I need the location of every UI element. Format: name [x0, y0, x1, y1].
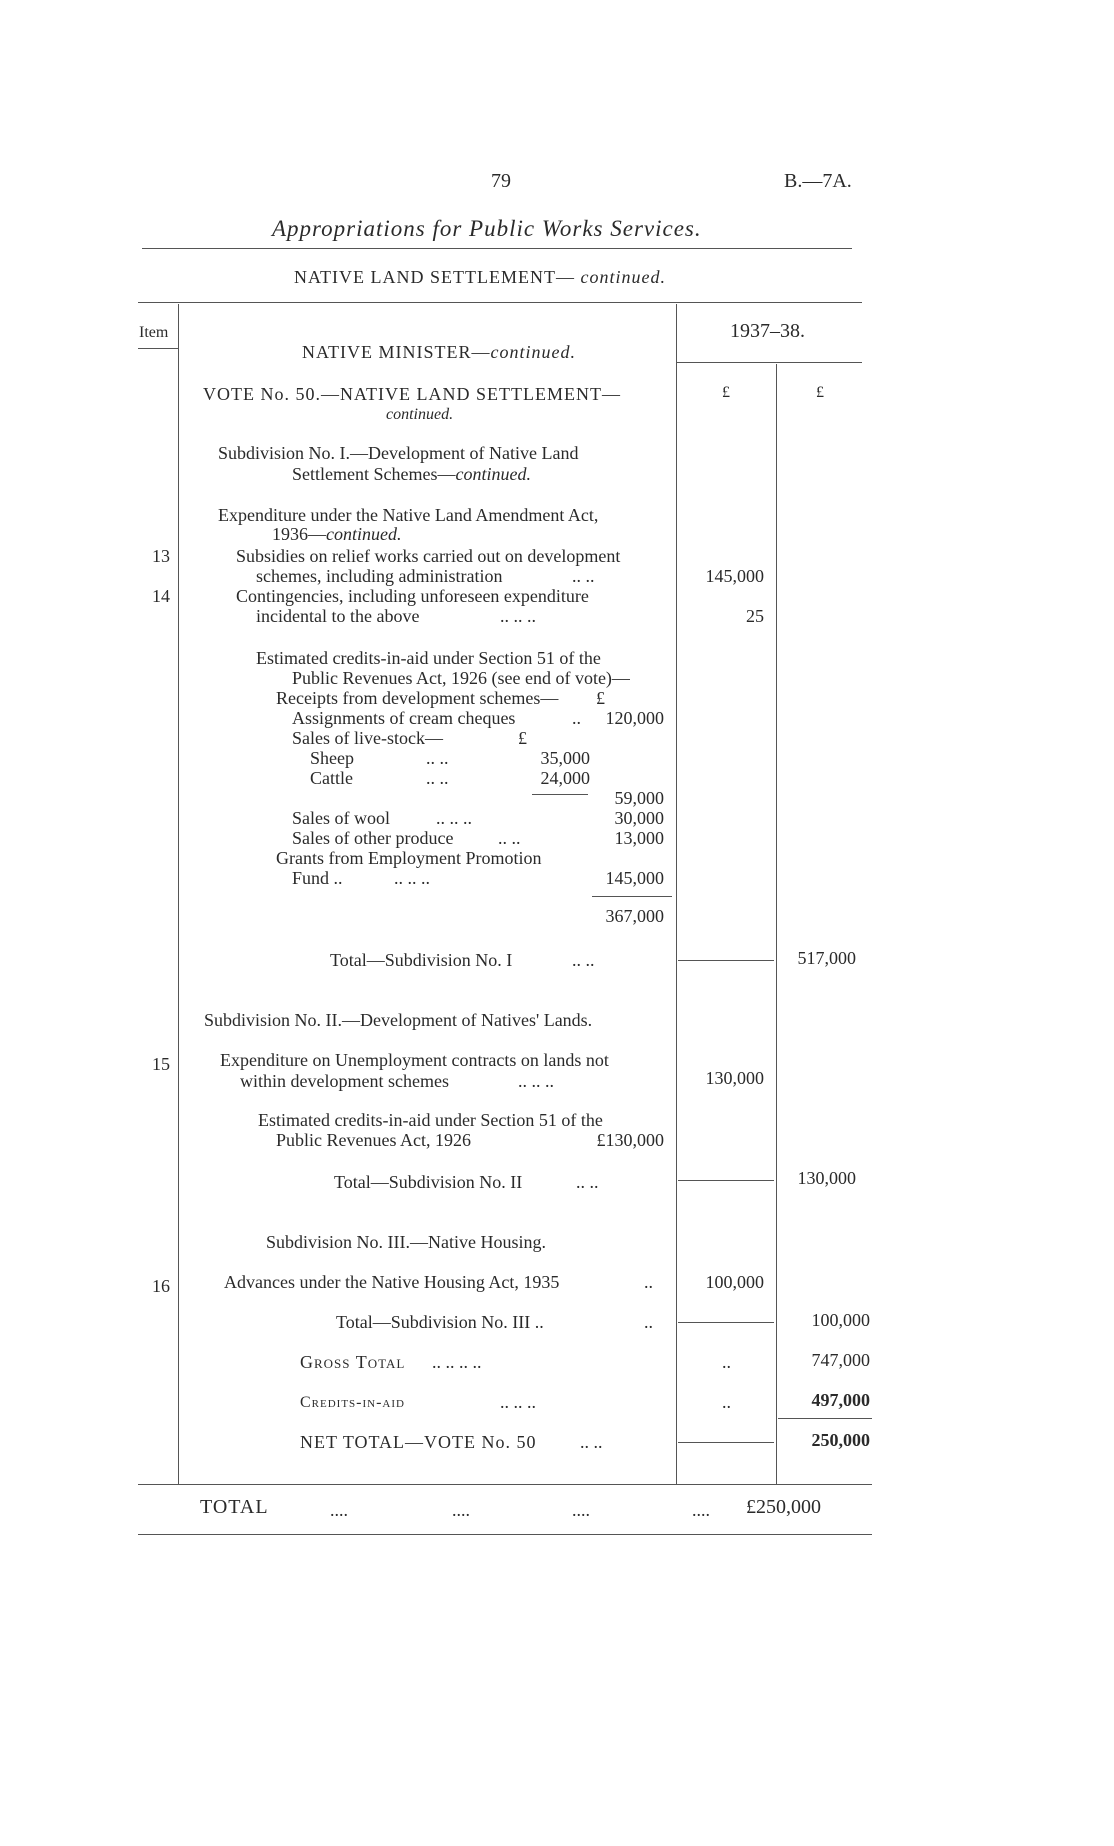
- item-column-header: Item: [139, 324, 169, 341]
- subdivision-2-total-label: Total—Subdivision No. II: [334, 1172, 523, 1192]
- wool-dots: .. .. ..: [436, 808, 472, 828]
- grand-total-dots-2: ....: [452, 1500, 470, 1520]
- subdivision-2-credits-amount: £130,000: [596, 1130, 664, 1150]
- item-13-leader-dots: .. ..: [572, 566, 595, 586]
- grants-amount: 145,000: [605, 868, 664, 888]
- item-13-description-line2: schemes, including administration: [256, 566, 503, 586]
- item-header-rule: [138, 348, 178, 349]
- gross-total-dots: .. .. .. ..: [432, 1352, 482, 1372]
- wool-label: Sales of wool: [292, 808, 390, 828]
- grants-dots: .. .. ..: [394, 868, 430, 888]
- grants-label: Grants from Employment Promotion: [276, 848, 542, 868]
- other-produce-dots: .. ..: [498, 828, 521, 848]
- item-number: 14: [152, 586, 170, 606]
- item-14-leader-dots: .. .. ..: [500, 606, 536, 626]
- subdivision-2-heading: Subdivision No. II.—Development of Natives' Lands.: [204, 1010, 593, 1030]
- sheep-label: Sheep: [310, 748, 354, 768]
- subdivision-1-total-dots: .. ..: [572, 950, 595, 970]
- subdivision-3-total-rule: [678, 1322, 774, 1323]
- gross-total-label: Gross Total: [300, 1352, 406, 1372]
- other-produce-label: Sales of other produce: [292, 828, 454, 848]
- subdivision-3-heading: Subdivision No. III.—Native Housing.: [266, 1232, 546, 1252]
- subdivision-1-heading-line2-text: Settlement Schemes—: [292, 464, 456, 484]
- assignments-label: Assignments of cream cheques: [292, 708, 516, 728]
- item-number: 15: [152, 1054, 170, 1074]
- receipts-heading: Receipts from development schemes—: [276, 688, 559, 708]
- expenditure-heading-continued: continued.: [326, 524, 402, 544]
- item-15-description-line2: within development schemes: [240, 1071, 449, 1091]
- sheep-dots: .. ..: [426, 748, 449, 768]
- subdivision-3-total-dots: ..: [644, 1312, 653, 1332]
- subdivision-1-heading-line2: [292, 464, 531, 485]
- subdivision-1-total-amount: 517,000: [797, 948, 856, 968]
- credits-in-aid-label: Credits-in-aid: [300, 1394, 405, 1411]
- net-total-dots: .. ..: [580, 1432, 603, 1452]
- year-header-rule: [676, 362, 862, 363]
- section-heading-continued: continued.: [580, 267, 666, 287]
- livestock-subtotal-rule: [532, 794, 588, 795]
- item-column-divider: [178, 304, 179, 1484]
- grand-total-dots-3: ....: [572, 1500, 590, 1520]
- grand-total-dots-4: ....: [692, 1500, 710, 1520]
- item-number: 13: [152, 546, 170, 566]
- credits-in-aid-heading: Estimated credits-in-aid under Section 51 of the: [256, 648, 601, 668]
- item-14-amount: 25: [746, 606, 764, 626]
- section-heading: [294, 267, 666, 288]
- expenditure-heading-line2: [272, 524, 401, 545]
- item-15-description: Expenditure on Unemployment contracts on lands not: [220, 1050, 609, 1070]
- subdivision-1-heading: Subdivision No. I.—Development of Native Land: [218, 443, 579, 463]
- gross-total-amount: 747,000: [811, 1350, 870, 1370]
- livestock-label: Sales of live-stock—: [292, 728, 443, 748]
- subdivision-1-heading-continued: continued.: [455, 464, 531, 484]
- subdivision-2-total-amount: 130,000: [797, 1168, 856, 1188]
- item-15-leader-dots: .. .. ..: [518, 1071, 554, 1091]
- livestock-total-amount: 59,000: [614, 788, 664, 808]
- net-total-label: NET TOTAL—VOTE No. 50: [300, 1432, 537, 1452]
- livestock-pound-sign: £: [518, 728, 527, 748]
- item-13-description: Subsidies on relief works carried out on development: [236, 546, 621, 566]
- grand-total-label: TOTAL: [200, 1496, 269, 1518]
- minister-heading-continued: continued.: [490, 342, 576, 362]
- amount-column-divider: [776, 364, 777, 1484]
- expenditure-heading: Expenditure under the Native Land Amendment Act,: [218, 505, 599, 525]
- grand-total-rule: [138, 1534, 872, 1535]
- credits-in-aid-heading-line2: Public Revenues Act, 1926 (see end of vote)—: [292, 668, 630, 688]
- grand-total-amount: £250,000: [746, 1496, 821, 1518]
- cattle-amount: 24,000: [540, 768, 590, 788]
- document-reference: B.—7A.: [784, 170, 852, 192]
- subdivision-1-total-label: Total—Subdivision No. I: [330, 950, 513, 970]
- item-14-description-line2: incidental to the above: [256, 606, 420, 626]
- table-bottom-rule: [138, 1484, 872, 1485]
- assignments-dots: ..: [572, 708, 581, 728]
- item-number: 16: [152, 1276, 170, 1296]
- subdivision-2-credits-heading: Estimated credits-in-aid under Section 51 of the: [258, 1110, 603, 1130]
- wool-amount: 30,000: [614, 808, 664, 828]
- other-produce-amount: 13,000: [614, 828, 664, 848]
- vote-heading-continued: continued.: [386, 406, 454, 423]
- item-13-amount: 145,000: [705, 566, 764, 586]
- credits-in-aid-dots: .. .. ..: [500, 1392, 536, 1412]
- cattle-label: Cattle: [310, 768, 353, 788]
- item-16-description: Advances under the Native Housing Act, 1935: [224, 1272, 560, 1292]
- minister-heading: [302, 342, 576, 363]
- subdivision-2-credits-line2: Public Revenues Act, 1926: [276, 1130, 471, 1150]
- subdivision-3-total-amount: 100,000: [811, 1310, 870, 1330]
- item-16-amount: 100,000: [705, 1272, 764, 1292]
- cattle-dots: .. ..: [426, 768, 449, 788]
- credits-in-aid-total: 367,000: [605, 906, 664, 926]
- credits-in-aid-amount: 497,000: [811, 1390, 870, 1410]
- title-rule: [142, 248, 852, 249]
- minister-heading-text: NATIVE MINISTER—: [302, 342, 491, 362]
- subdivision-3-total-label: Total—Subdivision No. III ..: [336, 1312, 544, 1332]
- expenditure-heading-year: 1936—: [272, 524, 326, 544]
- grants-label-line2: Fund ..: [292, 868, 343, 888]
- sheep-amount: 35,000: [540, 748, 590, 768]
- grand-total-dots-1: ....: [330, 1500, 348, 1520]
- gross-total-col1-dots: ..: [722, 1352, 731, 1372]
- assignments-amount: 120,000: [605, 708, 664, 728]
- item-15-amount: 130,000: [705, 1068, 764, 1088]
- item-14-description: Contingencies, including unforeseen expenditure: [236, 586, 589, 606]
- credits-in-aid-col1-dots: ..: [722, 1392, 731, 1412]
- net-total-amount: 250,000: [811, 1430, 870, 1450]
- subdivision-2-total-rule: [678, 1180, 774, 1181]
- item-16-leader-dots: ..: [644, 1272, 653, 1292]
- credits-total-rule: [592, 896, 672, 897]
- net-total-col1-rule: [678, 1442, 774, 1443]
- receipts-pound-sign: £: [596, 688, 605, 708]
- net-total-upper-rule: [778, 1418, 872, 1419]
- subdivision-2-total-dots: .. ..: [576, 1172, 599, 1192]
- pound-column-2-header: £: [816, 384, 824, 401]
- description-column-divider: [676, 304, 677, 1484]
- page-title: Appropriations for Public Works Services.: [272, 216, 702, 241]
- vote-heading: VOTE No. 50.—NATIVE LAND SETTLEMENT—: [203, 384, 621, 404]
- page-number: 79: [491, 170, 511, 192]
- table-top-rule: [138, 302, 862, 303]
- pound-column-1-header: £: [722, 384, 730, 401]
- year-column-header: 1937–38.: [730, 320, 805, 342]
- section-heading-text: NATIVE LAND SETTLEMENT—: [294, 267, 575, 287]
- subdivision-1-total-rule: [678, 960, 774, 961]
